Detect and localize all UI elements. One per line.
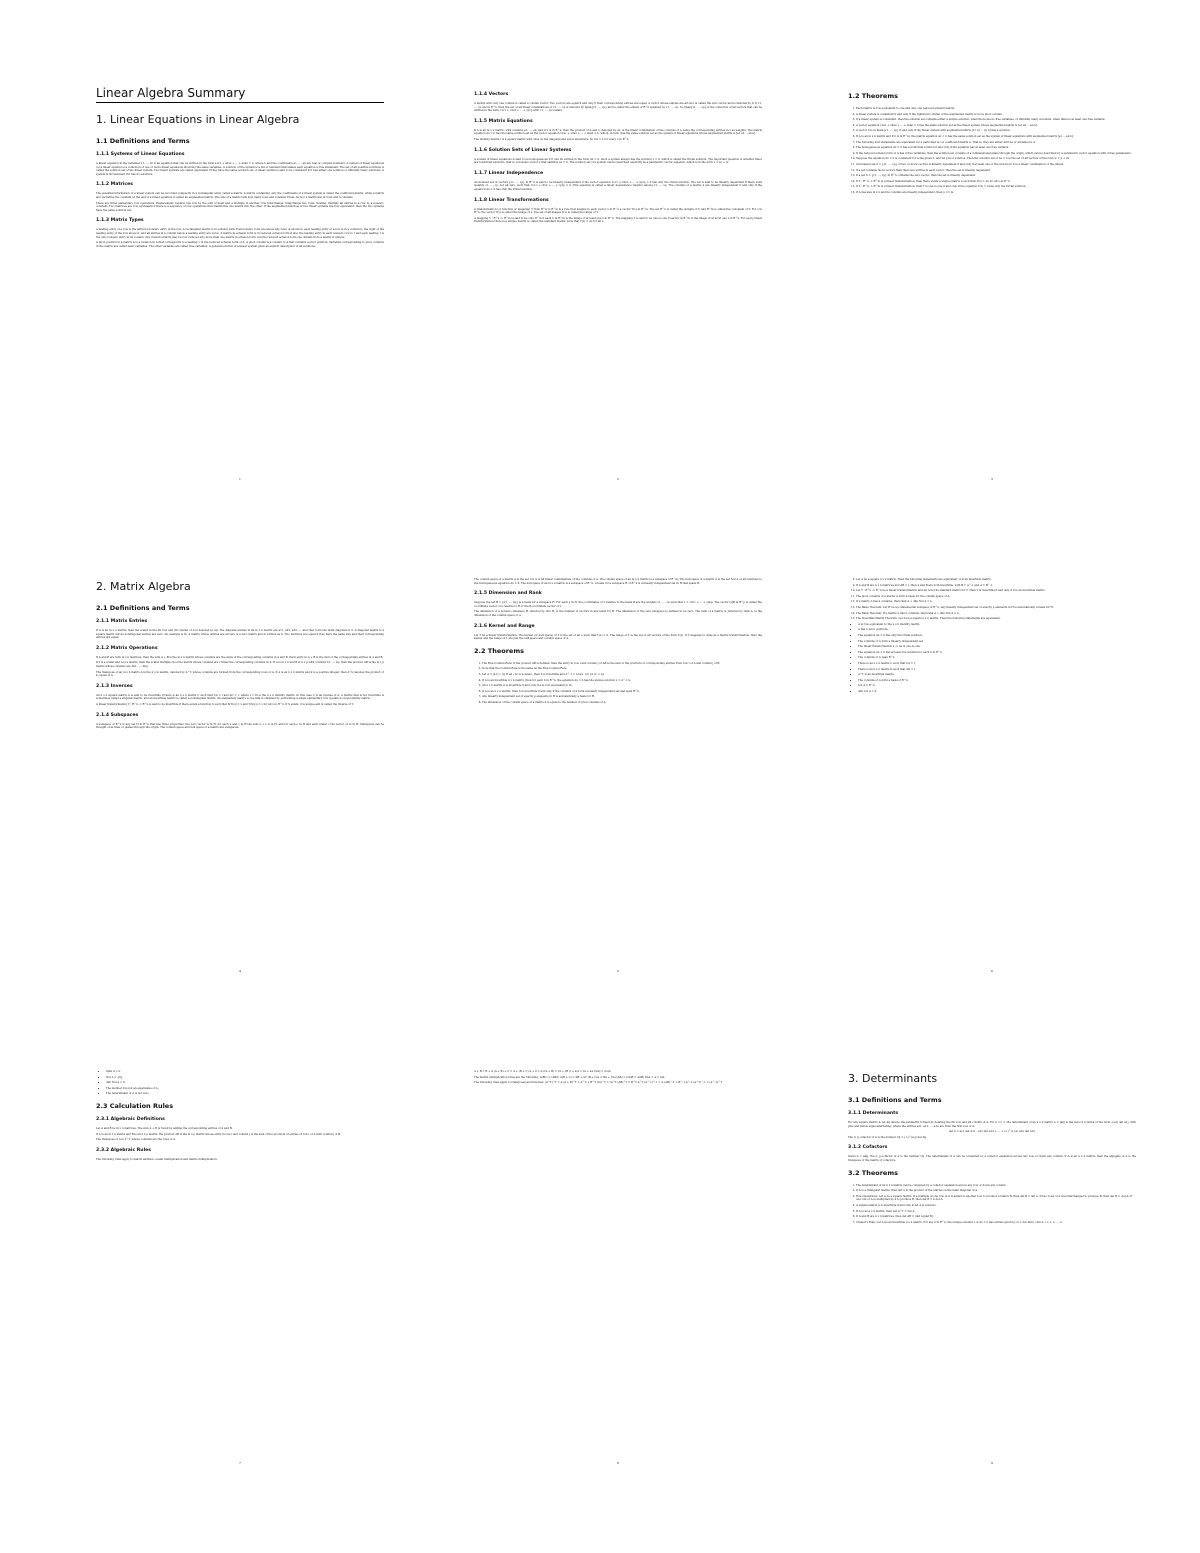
chapter-heading: 1. Linear Equations in Linear Algebra: [96, 113, 300, 126]
section-heading: 3.2 Theorems: [848, 1168, 898, 1177]
subsection-heading: 1.1.7 Linear Independence: [474, 170, 544, 176]
list-item: 1. The Row-Column Rule: If the product AB is defined, then the entry in row i and column j of AB is the sum of the products of corresponding entries from row i of A and column j of B.: [482, 662, 762, 666]
list-item: 5. An n x n matrix A is invertible if and only if A is row equivalent to In.: [482, 684, 762, 688]
list-item: • dim Col A = n.: [858, 690, 1136, 694]
list-item: 3. If a linear system is consistent, then the solution set contains either a unique solution, when there are no free variables, or infinitely many solutions, when there is at least one free variable.: [856, 118, 1136, 122]
list-item: 6. If A is an m x n matrix and if b is in R^m, the matrix equation Ax = b has the same solution set as the system of linear equations with augmented matrix [a1 ... an b].: [856, 135, 1136, 139]
list-item: 10. Suppose the equation Ax = b is consistent for some given b, and let p be a solution. Then the solution set of Ax = b is the set of all vectors of the form w = p + vh.: [856, 157, 1136, 161]
paragraph: The following rules apply to transposes and inverses: (A^T)^T = A (A + B)^T = A^T + B^T (rA)^T = rA^T (AB)^T = B^T A^T (A^-1)^-1 = A (AB)^-1 = B^-1 A^-1 (A^T)^-1 = (A^-1)^T: [474, 1081, 723, 1085]
list-item: 9. If A and B are n x n matrices and AB = I, then A and B are both invertible, with B = A^-1 and A = B^-1.: [856, 584, 1136, 588]
list-item: 4. A square matrix A is invertible if and only if det A is nonzero.: [856, 1204, 1136, 1208]
subsection-heading: 1.1.8 Linear Transformations: [474, 197, 549, 203]
list-item: 4. If A is an invertible n x n matrix, then for each b in R^n, the equation Ax = b has the unique solution x = A^-1 b.: [482, 679, 762, 683]
section-heading: 1.1 Definitions and Terms: [96, 137, 190, 145]
paragraph: Let T be a linear transformation. The kernel (or null space) of T is the set of all u such that T(u) = 0. The range of T is the set of all vectors of the form T(x). If T happens to arise as a matrix transformation, then the kernel and the range of T are just the null space and column space of A.: [474, 633, 762, 641]
paragraph: A linear transformation T : R^n -> R^n is said to be invertible if there exists a function S such that S(T(x)) = x and T(S(x)) = x for all x in R^n. If S exists, it is unique and is called the inverse of T.: [96, 702, 354, 706]
list-item: 14. If T : R^n -> R^m is a linear transformation, then there exists a unique matrix A such that T(x) = Ax for all x in R^n.: [856, 180, 1136, 184]
page-9: [848, 1070, 1136, 1470]
subsection-heading: 1.1.1 Systems of Linear Equations: [96, 152, 185, 157]
paragraph: An n x n square matrix A is said to be invertible if there is an n x n matrix C such that CA = I and AC = I, where I = In is the n x n identity matrix. In this case C is an inverse of A. A matrix that is not invertible is sometimes called a singular matrix, and an invertible matrix is called a nonsingular matrix. An elementary matrix is one that is obtained by performing a single elementary row operation on an identity matrix.: [96, 693, 384, 701]
list-item: 1. Each matrix is row equivalent to one and only one reduced echelon matrix.: [856, 107, 1136, 111]
paragraph: The dimension of a nonzero subspace H, denoted by dim H, is the number of vectors in any basis for H. The dimension of the zero subspace is defined to be zero. The rank of a matrix A, denoted by rank A, is the dimension of the column space of A.: [474, 610, 762, 617]
list-item: 11. The pivot columns of a matrix A form a basis for the column space of A.: [856, 595, 1136, 599]
paragraph: A system of linear equations is said to be homogeneous if it can be written in the form Ax = 0. Such a system always has the solution x = 0, which is called the trivial solution. The important question is whether there are nontrivial solutions, that is, a nonzero vector x that satisfies Ax = 0. The solution set of a system can be described explicitly as a parametric vector equation, which is in the form x = su + tv.: [474, 157, 762, 165]
page-4: [96, 578, 384, 978]
subsection-heading: 2.1.1 Matrix Entries: [96, 619, 148, 624]
list-item: • Col A = R^n.: [858, 684, 1136, 688]
list-item: 12. If a matrix A has n columns, then rank A + dim Nul A = n.: [856, 600, 1136, 604]
list-item: • A is row equivalent to the n x n identity matrix.: [858, 623, 1136, 627]
list-item: 8. Let A be a square n x n matrix. Then the following statements are equivalent: A is an invertible matrix.: [856, 578, 1136, 582]
subsection-heading: 3.1.2 Cofactors: [848, 1145, 888, 1151]
page-number: 6: [991, 969, 993, 974]
list-item: 14. The Rank Theorem: If a matrix A has n columns, then rank A + dim Nul A = n.: [856, 612, 1136, 616]
paragraph: det A = a11 det A11 - a12 det A12 + ... + (-1)^(1+n) a1n det A1n: [948, 1130, 1036, 1134]
paragraph: The essential information of a linear system can be recorded compactly in a rectangular array called a matrix. A matrix containing only the coefficients of a linear system is called the coefficient matrix, while a matrix also including the constant at the end of a linear equation is called an augmented matrix. The size of a matrix tells how many rows and columns it has. An m x n matrix has m rows and n columns.: [96, 192, 384, 199]
list-item: • rank A = n.: [106, 1070, 384, 1074]
list-item: 13. The Basis Theorem: Let H be a p-dimensional subspace of R^n. Any linearly independent set of exactly p elements in H is automatically a basis for H.: [856, 606, 1136, 610]
list-item: 13. If a set S = {v1, ..., vp} in R^n contains the zero vector, then the set is linearly dependent.: [856, 174, 1136, 178]
list-item: 16. If A has size m x n and its columns are linearly independent, then n <= m.: [856, 191, 1136, 195]
paragraph: If r is a scalar and A is a matrix, then the scalar multiple rA is the matrix whose columns are r times the corresponding columns in A. If A is m x n and B is n x p with columns b1, ..., bp, then the product AB is the m x p matrix whose columns are Ab1, ..., Abp.: [96, 661, 384, 668]
list-item: 6. If A and B are n x n matrices, then det AB = (det A)(det B).: [856, 1215, 1136, 1219]
equivalent-statements-list: [96, 1070, 384, 1096]
page-1: [96, 86, 384, 486]
section-heading: 1.2 Theorems: [848, 92, 898, 100]
paragraph: A matrix with only one column is called a column vector. Two vectors are equal if and only if their corresponding entries are equal. A vector whose entries are all zero is called the zero vector and is denoted by 0. If v1, ..., vp are in R^n, then the set of all linear combinations of v1, ..., vp is denoted by Span{v1, ..., vp} and is called the subset of R^n spanned by v1, ..., vp. So Span{v1, ..., vp} is the collection of all vectors that can be written in the form c1v1 + c2v2 + ... + cpvp with c1, ..., cp scalars.: [474, 102, 762, 113]
subsection-heading: 1.1.5 Matrix Equations: [474, 118, 533, 124]
list-item: 9. If the reduced echelon form of A has d free variables, then the solution set consists of a d-dimensional plane through the origin, which can be described by a parametric vector equation with d free parameters.: [856, 152, 1136, 156]
list-item: 11. An indexed set S = {v1, ..., vp} of two or more vectors is linearly dependent if and only if at least one of the vectors in S is a linear combination of the others.: [856, 163, 1136, 167]
list-item: 1. The determinant of an n x n matrix can be computed by a cofactor expansion across any row or down any column.: [856, 1184, 1136, 1188]
subsection-heading: 1.1.6 Solution Sets of Linear Systems: [474, 147, 572, 153]
paragraph: There are three elementary row operations. Replacement: replace one row by the sum of itself and a multiple of another row. Interchange: interchange two rows. Scaling: multiply all entries in a row by a nonzero constant. Two matrices are row equivalent if there is a sequence of row operations that transforms one matrix into the other. If the augmented matrices of two linear systems are row equivalent, then the two systems have the same solution set.: [96, 201, 384, 212]
subsection-heading: 2.1.4 Subspaces: [96, 712, 139, 718]
paragraph: The transpose of A is A^T, whose columns are the rows of A.: [96, 1138, 176, 1142]
page-number: 7: [239, 1461, 241, 1466]
page-number: 3: [991, 477, 993, 482]
list-item: 3. Let A = [a b; c d]. If ad - bc is nonzero, then A is invertible and A^-1 = 1/(ad - bc) [d -b; -c a].: [482, 673, 762, 677]
page-number: 5: [617, 969, 619, 974]
paragraph: A + B = B + A (A + B) + C = A + (B + C) A + 0 = A r(A + B) = rA + rB (r + s)A = rA + sA r(sA) = (rs)A: [474, 1070, 611, 1073]
list-item: • The equation Ax = 0 has only the trivial solution.: [858, 634, 1136, 638]
list-item: • The linear transformation x -> Ax is one-to-one.: [858, 645, 1136, 649]
page-8: [474, 1070, 762, 1470]
list-item: 12. If a set contains more vectors than there are entries in each vector, then the set is linearly dependent.: [856, 169, 1136, 173]
list-item: 5. If A is an n x n matrix, then det A^T = det A.: [856, 1210, 1136, 1214]
paragraph: A leading entry of a row is the leftmost nonzero entry in the row. A rectangular matrix is in echelon form if all nonzero rows are above any rows of all zeros, each leading entry of a row is in a column to the right of the leading entry of the row above it, and all entries in a column below a leading entry are zeros. A matrix in echelon form is in reduced echelon form if also the leading entry in each nonzero row is 1 and each leading 1 is the only nonzero entry in its column. Any nonzero matrix may be row reduced into more than one matrix in echelon form, but the reduced echelon form one obtains from a matrix is unique.: [96, 228, 384, 239]
chapter-heading: 3. Determinants: [848, 1072, 938, 1085]
list-item: 3. Row Operations: Let A be a square matrix. If a multiple of one row of A is added to another row to produce a matrix B, then det B = det A. If two rows of A are interchanged to produce B, then det B = -det A. If one row of A is multiplied by k to produce B, then det B = k det A.: [856, 1195, 1136, 1202]
section-heading: 3.1 Definitions and Terms: [848, 1096, 942, 1104]
theorem-list: [848, 1184, 1136, 1225]
paragraph: An indexed set of vectors {v1, ..., vp} in R^n is said to be linearly independent if the vector equation x1v1 + x2v2 + ... + xpvp = 0 has only the trivial solution. The set is said to be linearly dependent if there exist weights c1, ..., cp, not all zero, such that c1v1 + c2v2 + ... + cpvp = 0. This equation is called a linear dependence relation among v1, ..., vp. The columns of a matrix A are linearly independent if and only if the equation Ax = 0 has only the trivial solution.: [474, 180, 762, 191]
list-item: 4. A vector equation x1a1 + x2a2 + ... + xnan = b has the same solution set as the linear system whose augmented matrix is [a1 a2 ... an b].: [856, 124, 1136, 128]
paragraph: If A is an m x n matrix, then the scalar in the ith row and jth column of A is denoted by aij. The diagonal entries in an m x n matrix are a11, a22, a33, ..., and they form the main diagonal of A. A diagonal matrix is a square matrix whose nondiagonal entries are zero. An example is In. A matrix whose entries are all zero is a zero matrix and is written as 0. Two matrices are equal if they have the same size and their corresponding entries are equal.: [96, 629, 384, 640]
paragraph: For any square matrix A, let Aij denote the submatrix formed by deleting the ith row and jth column of A. For n >= 2, the determinant of an n x n matrix A = [aij] is the sum of n terms of the form +-a1j det A1j, with plus and minus signs alternating, where the entries a11, a12, ..., a1n are from the first row of A.: [848, 1121, 1136, 1128]
paragraph: Given A = [aij], the (i, j)-cofactor of A is the number Cij. The determinant of A can be computed by a cofactor expansion across any row or down any column. If A is an n x n matrix, then the adjugate of A is the transpose of the matrix of cofactors.: [848, 1155, 1136, 1162]
list-item: • There is an n x n matrix D such that AD = I.: [858, 668, 1136, 672]
section-heading: 2.2 Theorems: [474, 646, 524, 655]
list-item: 2. A linear system is consistent if and only if the rightmost column of the augmented matrix is not a pivot column.: [856, 113, 1136, 117]
paragraph: A pivot position in a matrix A is a location in A that corresponds to a leading 1 in the reduced echelon form of A. A pivot column is a column of A that contains a pivot position. Variables corresponding to pivot columns in the matrix are called basic variables. The other variables are called free variables. A general solution of a linear system gives an explicit description of all solutions.: [96, 241, 384, 248]
list-item: 10. Let T : R^n -> R^n be a linear transformation and let A be the standard matrix for T. Then T is invertible if and only if A is an invertible matrix.: [856, 589, 1136, 593]
page-number: 9: [991, 1461, 993, 1466]
list-item: 7. Cramer's Rule: Let A be an invertible n x n matrix. For any b in R^n, the unique solution x of Ax = b has entries given by xi = det Ai(b) / det A, i = 1, 2, ..., n.: [856, 1221, 1136, 1225]
list-item: 7. The following four statements are equivalent for a particular m x n coefficient matrix A. That is, they are either all true or all false for A:: [856, 141, 1136, 145]
list-item: 15. If T : R^n -> R^m is a linear transformation, then T is one-to-one if and only if the equation T(x) = 0 has only the trivial solution.: [856, 185, 1136, 189]
list-item: 2. Note that the Column Rule is the same as the Row-Column Rule.: [482, 667, 762, 671]
subsection-heading: 1.1.4 Vectors: [474, 92, 509, 97]
list-item: 7. Any linearly independent set of exactly p elements in H is automatically a basis for H.: [482, 695, 762, 699]
page-5: [474, 578, 762, 978]
page-number: 4: [239, 969, 241, 974]
paragraph: A transformation (or function or mapping) T from R^n to R^m is a rule that assigns to each vector x in R^n a vector T(x) in R^m. The set R^n is called the domain of T, and R^m is called the codomain of T. For x in R^n, the vector T(x) is called the image of x. The set of all images T(x) is called the range of T.: [474, 207, 762, 215]
list-item: 8. The dimension of the column space of a matrix A is equal to the number of pivot columns of A.: [482, 701, 762, 705]
paragraph: The transpose of an m x n matrix A is the n x m matrix, denoted by A^T, whose columns are formed from the corresponding rows of A. If A is an n x n matrix and k is a positive integer, then A^k denotes the product of k copies of A.: [96, 670, 384, 678]
list-item: 8. The homogeneous equation Ax = 0 has a nontrivial solution if and only if the equation has at least one free variable.: [856, 146, 1136, 150]
page-number: 8: [617, 1461, 619, 1466]
theorem-list: [848, 107, 1136, 195]
list-item: 2. If A is a triangular matrix, then det A is the product of the entries on the main diagonal of A.: [856, 1189, 1136, 1193]
list-item: • The columns of A form a linearly independent set.: [858, 640, 1136, 644]
paragraph: The following rules apply to matrix addition, scalar multiplication and matrix multiplication.: [96, 1157, 218, 1161]
list-item: • The columns of A form a basis of R^n.: [858, 679, 1136, 683]
subsection-heading: 2.1.3 Inverses: [96, 683, 133, 689]
subsection-heading: 2.1.5 Dimension and Rank: [474, 591, 542, 597]
list-item: • The number 0 is not an eigenvalue of A.: [106, 1087, 384, 1091]
subsection-heading: 1.1.2 Matrices: [96, 182, 133, 188]
section-heading: 2.1 Definitions and Terms: [96, 604, 190, 612]
section-heading: 2.3 Calculation Rules: [96, 1101, 174, 1110]
page-3: [848, 86, 1136, 486]
paragraph: The (i, j)-cofactor of A is the number Cij = (-1)^(i+j) det Aij.: [848, 1135, 927, 1139]
page-2: [474, 86, 762, 486]
page-7: [96, 1070, 384, 1470]
paragraph: A linear equation in the variables x1, ..., xn is an equation that can be written in the form a1x1 + a2x2 + ... + anxn = b, where b and the coefficients a1, ..., an are real or complex numbers. A system of linear equations (or a linear system) is a collection of one or more linear equations involving the same variables. A solution of the system is a list of numbers that makes each equation a true statement. The set of all possible solutions is called the solution set of the linear system. Two linear systems are called equivalent if they have the same solution set. A linear system is said to be consistent if it has either one solution or infinitely many solutions. A system is inconsistent if it has no solutions.: [96, 162, 384, 176]
list-item: 15. The Invertible Matrix Theorem: Let A be a square n x n matrix. Then the following statements are equivalent.: [856, 617, 1136, 621]
paragraph: The column space of a matrix A is the set Col A of all linear combinations of the columns of A. The column space of an m x n matrix is a subspace of R^m. The null space of a matrix A is the set Nul A of all solutions to the homogeneous equation Ax = 0. The null space of an m x n matrix is a subspace of R^n. A basis for a subspace H of R^n is a linearly independent set in H that spans H.: [474, 578, 762, 585]
list-item: • There is an n x n matrix C such that CA = I.: [858, 662, 1136, 666]
page-6: [848, 578, 1136, 978]
list-item: • A^T is an invertible matrix.: [858, 673, 1136, 677]
paragraph: A subspace of R^n is any set H in R^n that has three properties: the zero vector is in H, for each u and v in H the sum u + v is in H, and for each u in H and each scalar c the vector cu is in H. Subspaces can be thought of as lines or planes through the origin. The column space and null space of a matrix are subspaces.: [96, 722, 384, 730]
list-item: • The equation Ax = b has at least one solution for each b in R^n.: [858, 651, 1136, 655]
paragraph: If A is an m x n matrix, with columns a1, ..., an, and if x is in R^n, then the product of A and x, denoted by Ax, is the linear combination of the columns of A using the corresponding entries in x as weights. The matrix equation Ax = b has the same solution set as the vector equation x1a1 + x2a2 + ... + xnan = b, which, in turn, has the same solution set as the system of linear equations whose augmented matrix is [a1 a2 ... an b].: [474, 128, 762, 136]
chapter-heading: 2. Matrix Algebra: [96, 580, 191, 593]
paragraph: Suppose the set B = {b1, ..., bp} is a basis for a subspace H. For each x in H, the coordinates of x relative to the basis B are the weights c1, ..., cp such that x = c1b1 + ... + cpbp. The vector [x]B in R^p is called the coordinate vector of x relative to B or the B-coordinate vector of x.: [474, 601, 762, 608]
subsection-heading: 1.1.3 Matrix Types: [96, 218, 144, 224]
list-item: 6. If A is an n x n matrix, then A is invertible if and only if the columns of A form a linearly independent set and span R^n.: [482, 690, 762, 694]
paragraph: If A and B are both m x n matrices, then the sum A + B is the m x n matrix whose columns are the sums of the corresponding columns in A and B. Each entry in A + B is the sum of the corresponding entries in A and B.: [96, 655, 384, 659]
subsection-heading: 2.3.2 Algebraic Rules: [96, 1147, 151, 1153]
page-number: 2: [617, 477, 619, 482]
paragraph: If A is an m x n matrix and B is an n x p matrix, the product AB is the m x p matrix whose entry in row i and column j is the sum of the products of entries of row i of A with column j of B.: [96, 1132, 342, 1136]
list-item: • Nul A = {0}.: [106, 1076, 384, 1080]
document-title: Linear Algebra Summary: [96, 86, 384, 103]
page-number: 1: [239, 477, 241, 482]
theorem-list: [474, 662, 762, 705]
list-item: • The columns of A span R^n.: [858, 656, 1136, 660]
paragraph: The matrix multiplication rules are the following: A(BC) = (AB)C A(B + C) = AB + AC (B + C)A = BA + CA r(AB) = (rA)B = A(rB) ImA = A = AIn: [474, 1075, 665, 1079]
list-item: • A has n pivot positions.: [858, 628, 1136, 632]
subsection-heading: 2.1.2 Matrix Operations: [96, 645, 158, 651]
list-item: • The determinant of A is not zero.: [106, 1092, 384, 1096]
subsection-heading: 3.1.1 Determinants: [848, 1111, 899, 1116]
theorem-list: [848, 578, 1136, 621]
list-item: • dim Nul A = 0.: [106, 1081, 384, 1085]
paragraph: The identity matrix I is a square matrix with ones on the diagonal and zeros elsewhere. So Inx = x for every x in R^n.: [474, 137, 630, 141]
equivalent-statements-list: [848, 623, 1136, 694]
subsection-heading: 2.3.1 Algebraic Definitions: [96, 1116, 165, 1122]
subsection-heading: 2.1.6 Kernel and Range: [474, 623, 535, 629]
paragraph: A mapping T : R^n -> R^m is said to be onto R^m if each b in R^m is the image of at least one x in R^n. The mapping T is said to be one-to-one if each b in R^m is the image of at most one x in R^n. For every linear transformation there is a unique matrix A, called the standard matrix, such that T(x) = Ax for all x.: [474, 216, 762, 224]
list-item: 5. A vector b is in Span{v1, ..., vp} if and only if the linear system with augmented matrix [v1 v2 ... vp b] has a solution.: [856, 129, 1136, 133]
paragraph: Let A and B be m x n matrices. The sum A + B is found by adding the corresponding entries of A and B.: [96, 1126, 233, 1130]
